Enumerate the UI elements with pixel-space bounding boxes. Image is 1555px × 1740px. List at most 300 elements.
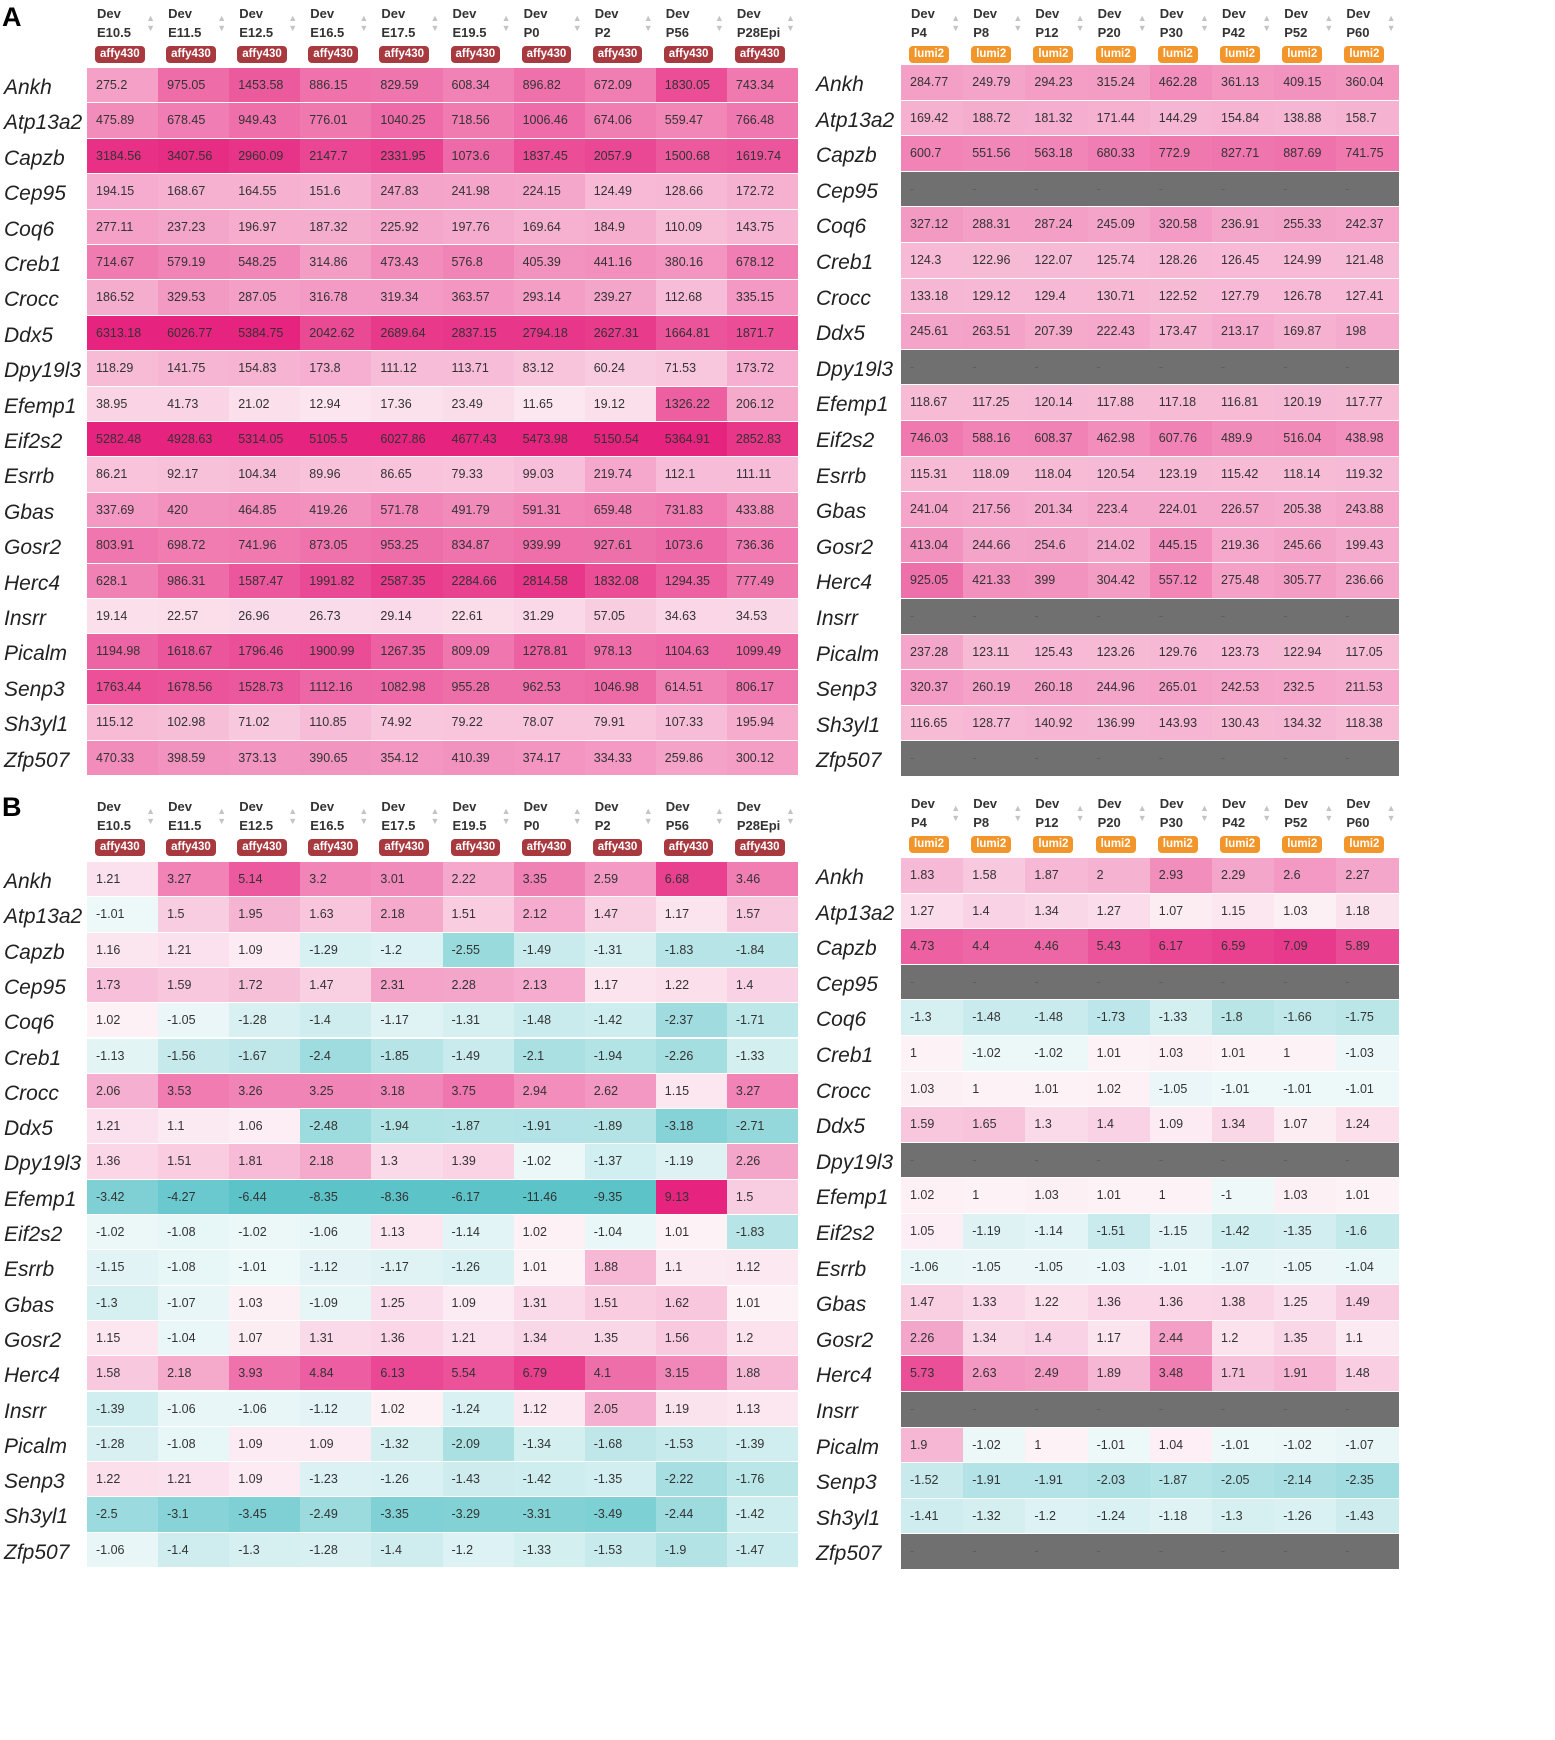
column-header[interactable] [1336,790,1398,865]
sort-arrows-icon[interactable]: ▲ ▼ [288,13,298,33]
table-row [809,1499,1399,1538]
table-row [809,172,1399,211]
value-cell: 678.12 [727,245,799,279]
gene-name: Crocc [816,1079,871,1103]
table-row [0,634,798,673]
gene-name: Capzb [4,940,65,964]
value-cell: - [1274,172,1337,207]
value-cell: 1.36 [371,1321,443,1355]
value-cell: 2147.7 [300,139,372,173]
column-header[interactable] [300,793,371,868]
gene-name: Sh3yl1 [816,713,881,737]
gene-name: Picalm [4,642,68,666]
value-cell: 462.28 [1150,65,1213,100]
value-cell: 548.25 [229,245,301,279]
column-header[interactable] [901,0,963,75]
sort-arrows-icon[interactable]: ▲ ▼ [501,13,511,33]
value-cell: 117.88 [1088,385,1151,420]
column-stage-label: P52 [1284,815,1308,830]
value-cell: 2.27 [1336,858,1399,893]
value-cell: 314.86 [300,245,372,279]
sort-arrows-icon[interactable]: ▲ ▼ [951,13,961,33]
column-header[interactable] [901,790,963,865]
table-row [0,1497,798,1536]
value-cell: 2.06 [87,1074,159,1108]
value-cell: 714.67 [87,245,159,279]
sort-arrows-icon[interactable]: ▲ ▼ [785,806,795,826]
sort-arrows-icon[interactable]: ▲ ▼ [1262,13,1272,33]
value-cell: 1.09 [443,1286,515,1320]
gene-name: Cep95 [816,972,878,996]
value-cell: - [1025,599,1088,634]
value-cell: -1.2 [443,1533,515,1567]
column-header[interactable] [87,793,158,868]
value-cell: 939.99 [514,528,586,562]
value-cell: 390.65 [300,741,372,775]
value-cell: -1.28 [87,1427,159,1461]
value-cell: -1.87 [443,1109,515,1143]
table-row [0,968,798,1007]
gene-name: Sh3yl1 [4,1505,69,1529]
gene-name: Creb1 [4,253,62,276]
value-cell: 360.04 [1336,65,1399,100]
column-stage-label: P8 [973,815,990,830]
value-cell: -1.37 [585,1144,657,1178]
value-cell: 1453.58 [229,68,301,102]
value-cell: 320.58 [1150,207,1213,242]
value-cell: 1.01 [1088,1036,1151,1071]
sort-arrows-icon[interactable]: ▲ ▼ [1386,13,1396,33]
value-cell: 293.14 [514,280,586,314]
value-cell: - [1088,172,1151,207]
sort-arrows-icon[interactable]: ▲ ▼ [1199,803,1209,823]
value-cell: -1.56 [158,1039,230,1073]
value-cell: 197.76 [443,210,515,244]
value-cell: 873.05 [300,528,372,562]
value-cell: - [1150,1143,1213,1178]
column-dev-label: Dev [1346,796,1371,811]
column-header[interactable] [1274,0,1336,75]
column-header[interactable] [229,0,300,75]
value-cell: 1326.22 [656,387,728,421]
value-cell: 1.21 [443,1321,515,1355]
sort-arrows-icon[interactable]: ▲ ▼ [643,806,653,826]
value-cell: 107.33 [656,705,728,739]
value-cell: 2852.83 [727,422,799,456]
value-cell: -1.08 [158,1215,230,1249]
column-dev-label: Dev [911,796,935,811]
column-header[interactable] [1150,790,1212,865]
value-cell: 224.01 [1150,492,1213,527]
sort-arrows-icon[interactable]: ▲ ▼ [359,806,369,826]
value-cell: 2057.9 [585,139,657,173]
column-header[interactable] [514,0,585,75]
value-cell: 260.19 [963,670,1026,705]
gene-name: Efemp1 [816,393,889,417]
table-row [0,897,798,936]
value-cell: 169.64 [514,210,586,244]
sort-arrows-icon[interactable]: ▲ ▼ [572,806,582,826]
value-cell: 1073.6 [656,528,728,562]
value-cell: 3.46 [727,862,799,896]
sort-arrows-icon[interactable]: ▲ ▼ [572,13,582,33]
table-row [809,314,1399,353]
sort-arrows-icon[interactable]: ▲ ▼ [1075,803,1085,823]
column-header[interactable] [300,0,371,75]
value-cell: - [1336,172,1399,207]
value-cell: 659.48 [585,493,657,527]
gene-name: Creb1 [4,1046,62,1070]
sort-arrows-icon[interactable]: ▲ ▼ [430,806,440,826]
value-cell: 1.95 [229,897,301,931]
value-cell: 130.43 [1212,706,1275,741]
table-row [809,1107,1399,1146]
column-header[interactable] [443,793,514,868]
column-header[interactable] [1088,0,1150,75]
value-cell: 1040.25 [371,103,443,137]
sort-arrows-icon[interactable]: ▲ ▼ [1324,13,1334,33]
value-cell: 1.51 [585,1286,657,1320]
value-cell: -1.26 [443,1250,515,1284]
column-dev-label: Dev [452,799,477,814]
value-cell: 374.17 [514,741,586,775]
column-header[interactable] [371,0,442,75]
value-cell: 117.77 [1336,385,1399,420]
column-stage-label: P30 [1159,25,1183,40]
platform-badge: lumi2 [909,46,949,63]
gene-name: Gbas [816,500,867,524]
sort-arrows-icon[interactable]: ▲ ▼ [217,806,227,826]
value-cell: 186.52 [87,280,159,314]
value-cell: - [1212,599,1275,634]
value-cell: 1.02 [901,1178,964,1213]
value-cell: 1.57 [727,897,799,931]
value-cell: - [901,172,964,207]
column-header[interactable] [1274,790,1336,865]
sort-arrows-icon[interactable]: ▲ ▼ [501,806,511,826]
value-cell: 118.14 [1274,457,1337,492]
sort-arrows-icon[interactable]: ▲ ▼ [714,13,724,33]
sort-arrows-icon[interactable]: ▲ ▼ [643,13,653,33]
column-header[interactable] [443,0,514,75]
value-cell: 2.6 [1274,858,1337,893]
value-cell: 410.39 [443,741,515,775]
value-cell: 896.82 [514,68,586,102]
sort-arrows-icon[interactable]: ▲ ▼ [359,13,369,33]
sort-arrows-icon[interactable]: ▲ ▼ [714,806,724,826]
value-cell: 516.04 [1274,421,1337,456]
column-header[interactable] [1212,790,1274,865]
column-header[interactable] [585,793,656,868]
value-cell: -2.03 [1088,1463,1151,1498]
value-cell: 672.09 [585,68,657,102]
value-cell: 489.9 [1212,421,1275,456]
value-cell: - [963,599,1026,634]
value-cell: 6.79 [514,1356,586,1390]
value-cell: - [1025,172,1088,207]
column-header[interactable] [1150,0,1212,75]
value-cell: -1.4 [300,1003,372,1037]
value-cell: 1278.81 [514,634,586,668]
value-cell: 117.05 [1336,635,1399,670]
gene-name: Cep95 [4,975,66,999]
value-cell: 1.81 [229,1144,301,1178]
gene-name: Ankh [4,870,52,893]
value-cell: 305.77 [1274,563,1337,598]
value-cell: - [1212,1143,1275,1178]
value-cell: 1.12 [514,1392,586,1426]
sort-arrows-icon[interactable]: ▲ ▼ [288,806,298,826]
table-row [0,1215,798,1254]
table-row [0,174,798,213]
value-cell: -1.04 [1336,1250,1399,1285]
value-cell: -1.71 [727,1003,799,1037]
value-cell: 1.16 [87,933,159,967]
value-cell: 195.94 [727,705,799,739]
sort-arrows-icon[interactable]: ▲ ▼ [1137,13,1147,33]
value-cell: 1.25 [371,1286,443,1320]
value-cell: 1.13 [727,1392,799,1426]
column-stage-label: P42 [1222,25,1246,40]
sort-arrows-icon[interactable]: ▲ ▼ [430,13,440,33]
column-header[interactable] [1088,790,1150,865]
value-cell: 194.15 [87,174,159,208]
sort-arrows-icon[interactable]: ▲ ▼ [1075,13,1085,33]
value-cell: -3.49 [585,1497,657,1531]
column-header[interactable] [656,0,727,75]
column-stage-label: P4 [911,25,927,40]
column-header[interactable] [963,0,1025,75]
value-cell: 1500.68 [656,139,728,173]
value-cell: 239.27 [585,280,657,314]
column-dev-label: Dev [310,799,335,814]
value-cell: -1.02 [87,1215,159,1249]
value-cell: -1.02 [1025,1036,1088,1071]
column-header[interactable] [371,793,442,868]
value-cell: 419.26 [300,493,372,527]
table-row [809,894,1399,933]
value-cell: 491.79 [443,493,515,527]
value-cell: 118.67 [901,385,964,420]
sort-arrows-icon[interactable]: ▲ ▼ [1324,803,1334,823]
value-cell: 133.18 [901,279,964,314]
table-row [0,1356,798,1395]
table-row [809,563,1399,602]
table-row [0,1074,798,1113]
value-cell: -1.19 [656,1144,728,1178]
sort-arrows-icon[interactable]: ▲ ▼ [1386,803,1396,823]
value-cell: 1.03 [901,1072,964,1107]
table-row [809,599,1399,638]
column-header[interactable] [963,790,1025,865]
value-cell: -1.28 [300,1533,372,1567]
value-cell: 123.19 [1150,457,1213,492]
value-cell: - [963,965,1026,1000]
value-cell: - [1088,965,1151,1000]
value-cell: 1.59 [901,1107,964,1142]
gene-name: Dpy19l3 [4,359,82,383]
value-cell: 600.7 [901,136,964,171]
value-cell: 188.72 [963,101,1026,136]
column-stage-label: E10.5 [97,818,131,833]
value-cell: -1.89 [585,1109,657,1143]
value-cell: 1.33 [963,1285,1026,1320]
value-cell: -1.34 [514,1427,586,1461]
table-row [0,457,798,496]
value-cell: 834.87 [443,528,515,562]
value-cell: -1.91 [514,1109,586,1143]
value-cell: 26.73 [300,599,372,633]
table-row [0,1250,798,1289]
column-stage-label: E12.5 [239,818,274,833]
value-cell: 1.01 [1212,1036,1275,1071]
sort-arrows-icon[interactable]: ▲ ▼ [1137,803,1147,823]
table-row [0,280,798,319]
value-cell: -1.32 [371,1427,443,1461]
table-row [809,385,1399,424]
sort-arrows-icon[interactable]: ▲ ▼ [951,803,961,823]
value-cell: - [1088,350,1151,385]
value-cell: -2.55 [443,933,515,967]
value-cell: 86.21 [87,457,159,491]
value-cell: 678.45 [158,103,230,137]
table-row [809,741,1399,780]
value-cell: 462.98 [1088,421,1151,456]
sort-arrows-icon[interactable]: ▲ ▼ [785,13,795,33]
value-cell: -1.01 [229,1250,301,1284]
value-cell: -1.06 [229,1392,301,1426]
column-dev-label: Dev [239,799,264,814]
table-row [0,564,798,603]
value-cell: - [1088,1143,1151,1178]
value-cell: 1.02 [87,1003,159,1037]
value-cell: 29.14 [371,599,443,633]
value-cell: 405.39 [514,245,586,279]
value-cell: 172.72 [727,174,799,208]
value-cell: -1.01 [1088,1428,1151,1463]
value-cell: 154.83 [229,351,301,385]
value-cell: -2.14 [1274,1463,1337,1498]
gene-name: Insrr [4,607,46,630]
sort-arrows-icon[interactable]: ▲ ▼ [146,13,156,33]
value-cell: 143.93 [1150,706,1213,741]
value-cell: 551.56 [963,136,1026,171]
value-cell: 1.4 [963,894,1026,929]
table-row [0,139,798,178]
value-cell: - [901,741,964,776]
sort-arrows-icon[interactable]: ▲ ▼ [1199,13,1209,33]
value-cell: - [1336,741,1399,776]
value-cell: -1.2 [371,933,443,967]
value-cell: 3.75 [443,1074,515,1108]
value-cell: 1082.98 [371,670,443,704]
sort-arrows-icon[interactable]: ▲ ▼ [1013,13,1023,33]
gene-name: Efemp1 [4,1187,77,1211]
value-cell: 335.15 [727,280,799,314]
sort-arrows-icon[interactable]: ▲ ▼ [1013,803,1023,823]
platform-badge: affy430 [166,839,216,856]
column-header[interactable] [656,793,727,868]
value-cell: 319.34 [371,280,443,314]
value-cell: - [1274,1143,1337,1178]
value-cell: -3.35 [371,1497,443,1531]
gene-name: Zfp507 [816,749,882,773]
column-header[interactable] [158,0,229,75]
value-cell: - [901,1392,964,1427]
value-cell: -8.35 [300,1180,372,1214]
value-cell: 245.66 [1274,528,1337,563]
column-header[interactable] [1025,0,1087,75]
value-cell: 438.98 [1336,421,1399,456]
value-cell: -1.06 [87,1533,159,1567]
value-cell: 475.89 [87,103,159,137]
value-cell: - [963,1534,1026,1569]
column-stage-label: P20 [1097,815,1121,830]
column-dev-label: Dev [736,6,761,21]
value-cell: 315.24 [1088,65,1151,100]
sort-arrows-icon[interactable]: ▲ ▼ [1262,803,1272,823]
value-cell: 244.96 [1088,670,1151,705]
sort-arrows-icon[interactable]: ▲ ▼ [146,806,156,826]
column-header[interactable] [87,0,158,75]
value-cell: 1.51 [158,1144,230,1178]
table-row [0,1003,798,1042]
value-cell: 247.83 [371,174,443,208]
column-header[interactable] [158,793,229,868]
value-cell: -2.4 [300,1039,372,1073]
value-cell: 41.73 [158,387,230,421]
column-header[interactable] [585,0,656,75]
gene-name: Creb1 [816,1044,874,1067]
table-row [809,1214,1399,1253]
value-cell: -1.15 [87,1250,159,1284]
column-header[interactable] [1025,790,1087,865]
value-cell: 128.77 [963,706,1026,741]
value-cell: -2.71 [727,1109,799,1143]
gene-name: Herc4 [816,571,873,595]
value-cell: 112.1 [656,457,728,491]
value-cell: -1.12 [300,1250,372,1284]
value-cell: 1618.67 [158,634,230,668]
value-cell: 1.36 [1088,1285,1151,1320]
gene-name: Picalm [816,642,880,666]
column-header[interactable] [727,793,798,868]
sort-arrows-icon[interactable]: ▲ ▼ [217,13,227,33]
gene-name: Ddx5 [4,323,54,347]
value-cell: -2.05 [1212,1463,1275,1498]
value-cell: 173.72 [727,351,799,385]
value-cell: 34.53 [727,599,799,633]
column-header[interactable] [1212,0,1274,75]
column-header[interactable] [514,793,585,868]
value-cell: -1.33 [1150,1000,1213,1035]
value-cell: - [1025,350,1088,385]
value-cell: 5282.48 [87,422,159,456]
column-header[interactable] [229,793,300,868]
value-cell: 361.13 [1212,65,1275,100]
column-header[interactable] [727,0,798,75]
value-cell: 181.32 [1025,101,1088,136]
value-cell: -3.29 [443,1497,515,1531]
value-cell: 123.11 [963,635,1026,670]
value-cell: 1.34 [1212,1107,1275,1142]
value-cell: 173.47 [1150,314,1213,349]
table-row [0,1286,798,1325]
table-row [0,493,798,532]
column-header[interactable] [1336,0,1398,75]
gene-name: Cep95 [816,179,878,203]
value-cell: 1.39 [443,1144,515,1178]
